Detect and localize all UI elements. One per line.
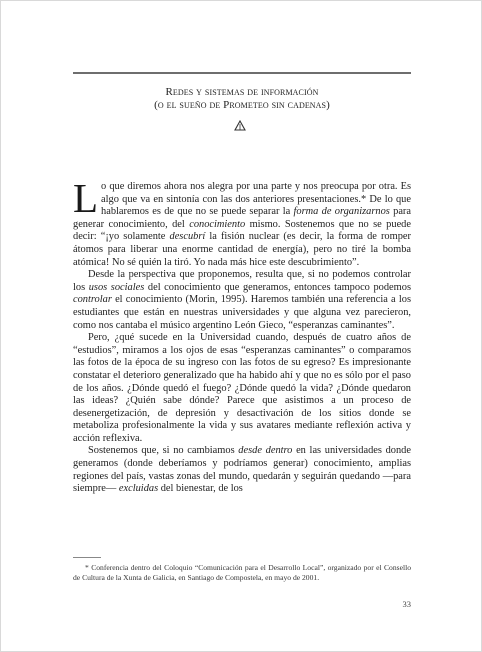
emphasis: descubrí xyxy=(169,231,206,243)
header-rule xyxy=(73,72,411,74)
paragraph-4-text: Sostenemos que, si no cambiamos xyxy=(88,445,239,457)
emphasis: forma de organizarnos xyxy=(293,206,390,218)
paragraph-4-text: en las universidades donde generamos (donde deberíamos y podríamos generar) conocimiento, amplias regiones del país, vastas zonas del mundo, quedarán y seguirán quedando —para siempre— xyxy=(73,445,411,495)
paragraph-1-text: * De lo que hablaremos es de que no se puede separar la xyxy=(101,193,411,218)
paragraph-2-text: del conocimiento que generamos, entonces tampoco podemos xyxy=(144,281,411,293)
paragraph-1-text: o que diremos ahora nos alegra por una parte y nos preocupa por otra. Es algo que va en sintonía con las dos anteriores presentaciones. xyxy=(101,181,411,205)
body-text xyxy=(73,175,411,496)
footnote: * Conferencia dentro del Coloquio “Comunicación para el Desarrollo Local”, organizado por el Consello de Cultura de la Xunta de Galicia, en Santiago de Compostela, en mayo de 2001. xyxy=(73,563,411,583)
page-number: 33 xyxy=(402,599,411,609)
chapter-title-line-1: Redes y sistemas de información xyxy=(165,86,319,98)
triangle-icon xyxy=(234,120,246,131)
chapter-title-line-2: (o el sueño de Prometeo sin cadenas) xyxy=(154,99,330,111)
drop-cap: L xyxy=(73,175,99,221)
emphasis: excluidas xyxy=(118,483,159,495)
emphasis: desde dentro xyxy=(238,445,293,457)
paragraph-4-text: del bienestar, de los xyxy=(158,483,243,495)
paragraph-4 xyxy=(73,445,411,495)
paragraph-2-text: el conocimiento (Morin, 1995). Haremos también una referencia a los estudiantes que están en nuestras universidades y que alguna vez parecieron, como nos cantaba el músico argentino León Gieco, “esperanzas caminantes”. xyxy=(73,294,411,331)
emphasis: conocimiento xyxy=(189,218,246,230)
paragraph-1-text: mismo. Sostenemos que no se puede decir: “¡yo solamente xyxy=(73,218,411,243)
paragraph-1-text: para generar conocimiento, del xyxy=(73,206,411,230)
footnote-rule xyxy=(73,557,101,558)
paragraph-1 xyxy=(73,175,411,269)
paragraph-3: Pero, ¿qué sucede en la Universidad cuando, después de cuatro años de “estudios”, miramos a los ojos de esas “esperanzas caminantes” o comparamos las fotos de la época de su ingreso con las fotos de su egreso? Es impresionante constatar el deterioro generalizado que ha habido ahí y que no es sólo por el paso de los años. ¿Dónde quedó el fuego? ¿Dónde quedó la vida? ¿Dónde quedaron las ideas? ¿Quién sabe dónde? Parece que asistimos a un proceso de desenergetización, de depresión y desactivación de los sitios donde se metaboliza profesionalmente la vida y sus avatares mediante reflexión activa y acción reflexiva. xyxy=(73,332,411,444)
paragraph-2 xyxy=(73,269,411,332)
emphasis: controlar xyxy=(73,294,112,306)
paragraph-2-text: Desde la perspectiva que proponemos, resulta que, si no podemos controlar los xyxy=(73,269,411,293)
paragraph-1-text: la fisión nuclear (es decir, la forma de romper átomos para liberar una enorme cantidad de energía), pero no tiré la bomba atómica! No sé quién la tiró. Yo nada más hice este descubrimiento”. xyxy=(73,231,411,268)
emphasis: usos sociales xyxy=(88,281,145,293)
